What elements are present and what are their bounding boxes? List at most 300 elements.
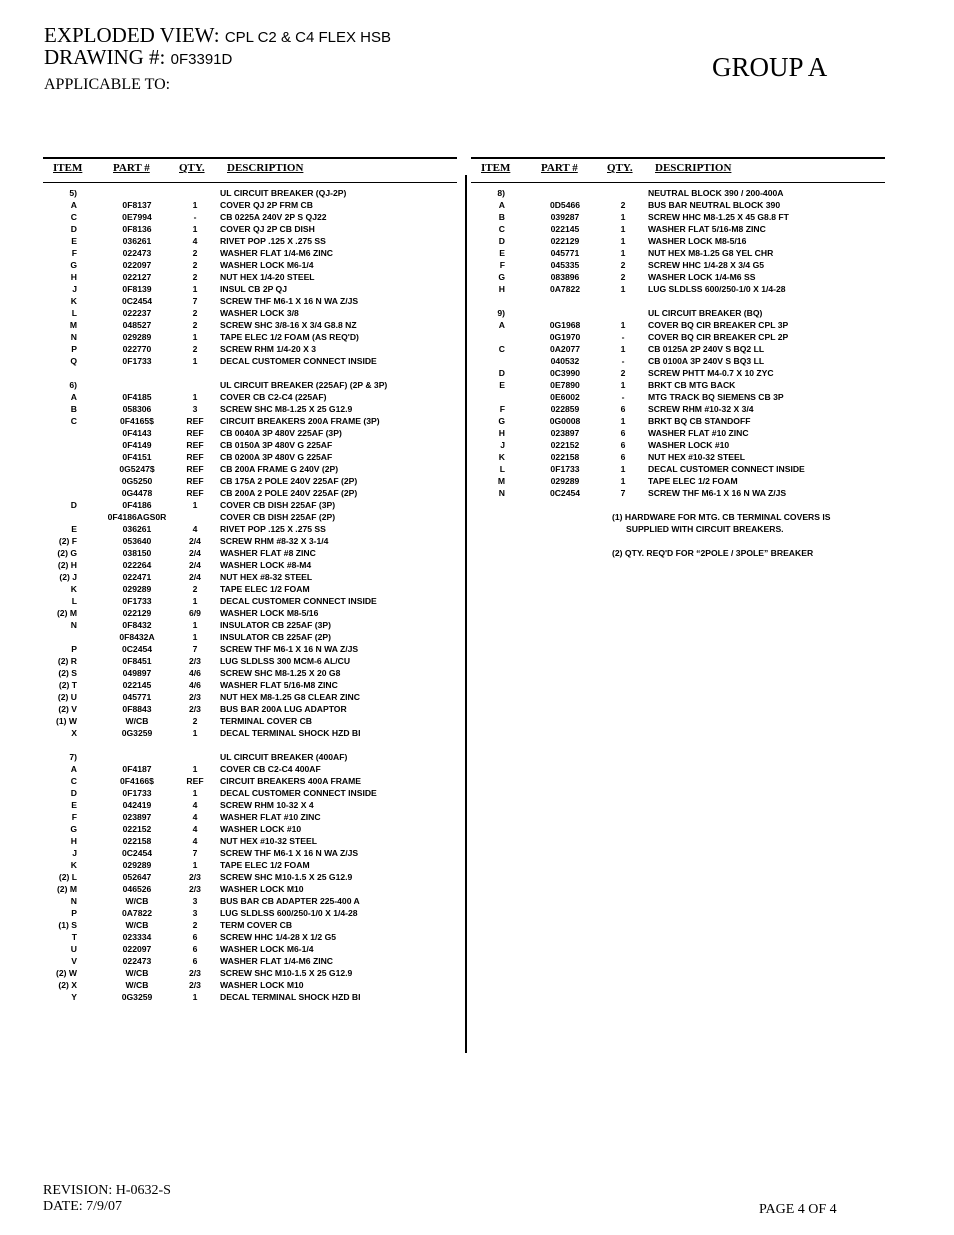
- table-row: [43, 451, 457, 463]
- table-row: [471, 487, 885, 499]
- description-cell: SCREW THF M6-1 X 16 N WA Z/JS: [220, 296, 359, 306]
- col-item: ITEM: [481, 162, 511, 174]
- table-row: [43, 655, 457, 667]
- description-cell: BRKT BQ CB STANDOFF: [648, 416, 751, 426]
- table-header-rule: [43, 182, 457, 183]
- qty-cell: 7: [192, 644, 198, 654]
- part-cell: 038150: [122, 548, 152, 558]
- right-rows: [471, 187, 885, 499]
- item-cell: (2) S: [58, 668, 77, 678]
- qty-cell: 2: [192, 308, 198, 318]
- table-row: [43, 415, 457, 427]
- item-cell: D: [498, 236, 505, 246]
- description-cell: UL CIRCUIT BREAKER (BQ): [648, 308, 763, 318]
- part-cell: 046526: [122, 884, 152, 894]
- table-row: [471, 331, 885, 343]
- description-cell: COVER CB C2-C4 (225AF): [220, 392, 327, 402]
- table-row: [43, 727, 457, 739]
- item-cell: (2) M: [56, 884, 77, 894]
- qty-cell: 2/4: [189, 572, 201, 582]
- qty-cell: 1: [192, 992, 198, 1002]
- item-cell: N: [70, 332, 77, 342]
- table-row: [43, 775, 457, 787]
- item-cell: G: [498, 272, 505, 282]
- part-cell: 0A2077: [549, 344, 581, 354]
- item-cell: B: [498, 212, 505, 222]
- table-row: [471, 247, 885, 259]
- table-row: [471, 211, 885, 223]
- table-top-rule: [471, 157, 885, 159]
- qty-cell: 7: [620, 488, 626, 498]
- part-cell: 022158: [122, 836, 152, 846]
- item-cell: G: [70, 824, 77, 834]
- description-cell: COVER QJ 2P CB DISH: [220, 224, 315, 234]
- table-row: [43, 487, 457, 499]
- qty-cell: 4: [192, 800, 198, 810]
- table-row: [43, 979, 457, 991]
- table-row: [43, 223, 457, 235]
- part-cell: 0F8432A: [119, 632, 155, 642]
- item-cell: F: [499, 404, 505, 414]
- part-cell: 022471: [122, 572, 152, 582]
- item-cell: K: [70, 860, 77, 870]
- item-cell: C: [70, 212, 77, 222]
- part-cell: 0C2454: [549, 488, 581, 498]
- description-cell: CB 200A FRAME G 240V (2P): [220, 464, 339, 474]
- qty-cell: 4: [192, 836, 198, 846]
- table-row: [43, 811, 457, 823]
- item-cell: H: [498, 284, 505, 294]
- table-row: [43, 919, 457, 931]
- part-cell: 0G1970: [549, 332, 581, 342]
- table-row: [43, 319, 457, 331]
- description-cell: INSULATOR CB 225AF (2P): [220, 632, 331, 642]
- item-cell: (2) J: [59, 572, 77, 582]
- table-row: [43, 799, 457, 811]
- item-cell: K: [70, 296, 77, 306]
- item-cell: 8): [497, 188, 505, 198]
- col-part: PART #: [541, 162, 578, 174]
- qty-cell: 2/3: [189, 704, 201, 714]
- part-cell: 0F1733: [122, 788, 152, 798]
- table-row: [43, 907, 457, 919]
- qty-cell: 2/3: [189, 980, 201, 990]
- description-cell: TERMINAL COVER CB: [220, 716, 312, 726]
- item-cell: 9): [497, 308, 505, 318]
- item-cell: L: [71, 596, 77, 606]
- table-row: [43, 871, 457, 883]
- item-cell: D: [70, 788, 77, 798]
- description-cell: SCREW SHC M10-1.5 X 25 G12.9: [220, 968, 353, 978]
- table-row: [471, 391, 885, 403]
- qty-cell: 2: [192, 344, 198, 354]
- table-row: [43, 511, 457, 523]
- qty-cell: 3: [192, 896, 198, 906]
- part-cell: 0G1968: [549, 320, 581, 330]
- applicable-to: APPLICABLE TO:: [44, 76, 171, 93]
- description-cell: CB 0150A 3P 480V G 225AF: [220, 440, 333, 450]
- part-cell: 022473: [122, 956, 152, 966]
- table-row: [43, 547, 457, 559]
- item-cell: E: [71, 800, 77, 810]
- part-cell: 0F1733: [122, 356, 152, 366]
- description-cell: WASHER LOCK #10: [648, 440, 730, 450]
- description-cell: TAPE ELEC 1/2 FOAM: [220, 584, 310, 594]
- table-row: [471, 199, 885, 211]
- table-row: [43, 667, 457, 679]
- table-row: [471, 367, 885, 379]
- parts-table-left: [43, 157, 457, 1003]
- part-cell: 045335: [550, 260, 580, 270]
- part-cell: 022145: [550, 224, 580, 234]
- item-cell: C: [70, 776, 77, 786]
- table-row: [471, 379, 885, 391]
- part-cell: 023897: [550, 428, 580, 438]
- description-cell: SCREW HHC M8-1.25 X 45 G8.8 FT: [648, 212, 789, 222]
- qty-cell: 1: [620, 416, 626, 426]
- qty-cell: 1: [192, 200, 198, 210]
- item-cell: F: [499, 260, 505, 270]
- table-row: [471, 223, 885, 235]
- item-cell: K: [498, 452, 505, 462]
- table-row: [43, 895, 457, 907]
- part-cell: 049897: [122, 668, 152, 678]
- part-cell: 0F8451: [122, 656, 152, 666]
- table-row: [471, 427, 885, 439]
- part-cell: 036261: [122, 236, 152, 246]
- item-cell: N: [70, 896, 77, 906]
- description-cell: CB 200A 2 POLE 240V 225AF (2P): [220, 488, 358, 498]
- qty-cell: 1: [192, 332, 198, 342]
- table-row: [43, 991, 457, 1003]
- table-row: [43, 499, 457, 511]
- qty-cell: REF: [186, 776, 204, 786]
- table-row: [471, 343, 885, 355]
- table-row: [43, 271, 457, 283]
- qty-cell: 1: [620, 236, 626, 246]
- item-cell: A: [498, 320, 505, 330]
- description-cell: WASHER FLAT 1/4-M6 ZINC: [220, 248, 333, 258]
- table-top-rule: [43, 157, 457, 159]
- item-cell: Y: [71, 992, 77, 1002]
- table-row: [471, 307, 885, 319]
- table-header-rule: [471, 182, 885, 183]
- table-row: [471, 451, 885, 463]
- table-row: [471, 475, 885, 487]
- item-cell: 7): [69, 752, 77, 762]
- description-cell: NUT HEX M8-1.25 G8 CLEAR ZINC: [220, 692, 360, 702]
- table-row: [43, 943, 457, 955]
- table-row: [43, 643, 457, 655]
- qty-cell: 6: [620, 404, 626, 414]
- qty-cell: REF: [186, 452, 204, 462]
- qty-cell: 1: [192, 764, 198, 774]
- description-cell: INSUL CB 2P QJ: [220, 284, 288, 294]
- description-cell: WASHER FLAT #10 ZINC: [648, 428, 749, 438]
- table-header-right: [471, 162, 885, 177]
- table-row: [43, 739, 457, 751]
- qty-cell: 4/6: [189, 668, 201, 678]
- part-cell: 022129: [550, 236, 580, 246]
- qty-cell: 4: [192, 236, 198, 246]
- description-cell: NUT HEX #10-32 STEEL: [648, 452, 745, 462]
- table-row: [471, 259, 885, 271]
- item-cell: N: [498, 488, 505, 498]
- table-row: [43, 559, 457, 571]
- qty-cell: 7: [192, 296, 198, 306]
- description-cell: RIVET POP .125 X .275 SS: [220, 524, 326, 534]
- part-cell: W/CB: [125, 716, 149, 726]
- qty-cell: 1: [192, 860, 198, 870]
- item-cell: L: [71, 308, 77, 318]
- item-cell: X: [71, 728, 77, 738]
- item-cell: A: [70, 392, 77, 402]
- description-cell: MTG TRACK BQ SIEMENS CB 3P: [648, 392, 784, 402]
- qty-cell: 2/4: [189, 536, 201, 546]
- item-cell: F: [71, 812, 77, 822]
- table-row: [471, 463, 885, 475]
- qty-cell: 2: [192, 716, 198, 726]
- part-cell: 036261: [122, 524, 152, 534]
- part-cell: 0C2454: [121, 296, 153, 306]
- part-cell: 022237: [122, 308, 152, 318]
- part-cell: 0F8137: [122, 200, 152, 210]
- description-cell: SCREW SHC M8-1.25 X 25 G12.9: [220, 404, 353, 414]
- part-cell: 042419: [122, 800, 152, 810]
- table-row: [471, 283, 885, 295]
- exploded-view-value: CPL C2 & C4 FLEX HSB: [224, 29, 391, 46]
- qty-cell: 7: [192, 848, 198, 858]
- table-row: [43, 367, 457, 379]
- qty-cell: 6: [620, 428, 626, 438]
- table-row: [471, 355, 885, 367]
- item-cell: P: [71, 908, 77, 918]
- table-row: [43, 247, 457, 259]
- part-cell: 029289: [122, 860, 152, 870]
- item-cell: (2) X: [58, 980, 77, 990]
- part-cell: 053640: [122, 536, 152, 546]
- description-cell: LUG SLDLSS 600/250-1/0 X 1/4-28: [648, 284, 786, 294]
- item-cell: C: [498, 344, 505, 354]
- qty-cell: REF: [186, 464, 204, 474]
- part-cell: 0E7994: [122, 212, 152, 222]
- qty-cell: 2/3: [189, 872, 201, 882]
- description-cell: RIVET POP .125 X .275 SS: [220, 236, 326, 246]
- table-row: [43, 787, 457, 799]
- qty-cell: 1: [192, 728, 198, 738]
- description-cell: WASHER FLAT 5/16-M8 ZINC: [648, 224, 766, 234]
- table-row: [43, 679, 457, 691]
- part-cell: 0E7890: [550, 380, 580, 390]
- qty-cell: REF: [186, 488, 204, 498]
- item-cell: F: [71, 248, 77, 258]
- qty-cell: -: [193, 212, 197, 222]
- description-cell: WASHER LOCK M8-5/16: [648, 236, 747, 246]
- group-title: GROUP A: [712, 52, 828, 82]
- table-row: [43, 439, 457, 451]
- part-cell: 0C3990: [549, 368, 581, 378]
- qty-cell: 2/3: [189, 884, 201, 894]
- item-cell: J: [72, 848, 77, 858]
- description-cell: CB 0125A 2P 240V S BQ2 LL: [648, 344, 765, 354]
- description-cell: UL CIRCUIT BREAKER (QJ-2P): [220, 188, 347, 198]
- description-cell: CB 0225A 240V 2P S QJ22: [220, 212, 327, 222]
- table-row: [43, 967, 457, 979]
- item-cell: (2) T: [58, 680, 77, 690]
- description-cell: WASHER LOCK M6-1/4: [220, 260, 314, 270]
- table-row: [43, 379, 457, 391]
- description-cell: SCREW SHC M8-1.25 X 20 G8: [220, 668, 341, 678]
- qty-cell: 2: [192, 260, 198, 270]
- item-cell: H: [498, 428, 505, 438]
- part-cell: 022127: [122, 272, 152, 282]
- part-cell: 0F4151: [122, 452, 152, 462]
- qty-cell: 2: [192, 248, 198, 258]
- qty-cell: 2: [192, 584, 198, 594]
- table-row: [43, 235, 457, 247]
- description-cell: LUG SLDLSS 300 MCM-6 AL/CU: [220, 656, 351, 666]
- item-cell: M: [69, 320, 77, 330]
- qty-cell: 1: [620, 476, 626, 486]
- description-cell: SCREW RHM #10-32 X 3/4: [648, 404, 754, 414]
- description-cell: UL CIRCUIT BREAKER (225AF) (2P & 3P): [220, 380, 388, 390]
- description-cell: WASHER LOCK M8-5/16: [220, 608, 319, 618]
- description-cell: WASHER FLAT 5/16-M8 ZINC: [220, 680, 338, 690]
- part-cell: W/CB: [125, 920, 149, 930]
- col-qty: QTY.: [179, 162, 205, 174]
- item-cell: P: [71, 644, 77, 654]
- table-row: [43, 715, 457, 727]
- table-row: [43, 295, 457, 307]
- parts-table-right: [471, 157, 885, 559]
- part-cell: 0G5250: [121, 476, 153, 486]
- description-cell: NUT HEX M8-1.25 G8 YEL CHR: [648, 248, 774, 258]
- table-row: [43, 211, 457, 223]
- table-row: [43, 847, 457, 859]
- qty-cell: REF: [186, 440, 204, 450]
- description-cell: DECAL CUSTOMER CONNECT INSIDE: [220, 356, 377, 366]
- item-cell: G: [70, 260, 77, 270]
- description-cell: WASHER LOCK #8-M4: [220, 560, 312, 570]
- part-cell: 0F4185: [122, 392, 152, 402]
- table-row: [43, 583, 457, 595]
- description-cell: WASHER LOCK M6-1/4: [220, 944, 314, 954]
- description-cell: BRKT CB MTG BACK: [648, 380, 736, 390]
- table-row: [471, 235, 885, 247]
- qty-cell: 1: [620, 248, 626, 258]
- qty-cell: 4: [192, 524, 198, 534]
- table-row: [43, 631, 457, 643]
- qty-cell: -: [621, 356, 625, 366]
- part-cell: 029289: [122, 584, 152, 594]
- description-cell: COVER BQ CIR BREAKER CPL 3P: [648, 320, 789, 330]
- description-cell: INSULATOR CB 225AF (3P): [220, 620, 331, 630]
- part-cell: 022152: [550, 440, 580, 450]
- description-cell: SCREW RHM 1/4-20 X 3: [220, 344, 316, 354]
- description-cell: CB 175A 2 POLE 240V 225AF (2P): [220, 476, 358, 486]
- qty-cell: 6: [620, 440, 626, 450]
- part-cell: 040532: [550, 356, 580, 366]
- description-cell: CIRCUIT BREAKERS 400A FRAME: [220, 776, 362, 786]
- qty-cell: 6: [192, 944, 198, 954]
- part-cell: 0F4187: [122, 764, 152, 774]
- part-cell: 022129: [122, 608, 152, 618]
- item-cell: D: [70, 224, 77, 234]
- table-row: [43, 883, 457, 895]
- description-cell: CB 0100A 3P 240V S BQ3 LL: [648, 356, 765, 366]
- part-cell: 045771: [550, 248, 580, 258]
- part-cell: 083896: [550, 272, 580, 282]
- part-cell: 0G3259: [121, 728, 153, 738]
- description-cell: WASHER LOCK 3/8: [220, 308, 299, 318]
- part-cell: 0C2454: [121, 644, 153, 654]
- qty-cell: REF: [186, 476, 204, 486]
- part-cell: 045771: [122, 692, 152, 702]
- qty-cell: 2: [620, 272, 626, 282]
- drawing-number-label: DRAWING #:: [44, 45, 166, 69]
- footnote-1: (1) HARDWARE FOR MTG. CB TERMINAL COVERS IS: [612, 512, 831, 522]
- table-row: [471, 439, 885, 451]
- item-cell: (2) G: [57, 548, 77, 558]
- part-cell: 022097: [122, 260, 152, 270]
- description-cell: BUS BAR CB ADAPTER 225-400 A: [220, 896, 360, 906]
- table-row: [43, 187, 457, 199]
- table-row: [43, 391, 457, 403]
- description-cell: COVER QJ 2P FRM CB: [220, 200, 313, 210]
- description-cell: WASHER LOCK M10: [220, 980, 304, 990]
- description-cell: SCREW THF M6-1 X 16 N WA Z/JS: [648, 488, 787, 498]
- qty-cell: 2/3: [189, 656, 201, 666]
- table-row: [43, 463, 457, 475]
- table-row: [43, 859, 457, 871]
- part-cell: 022264: [122, 560, 152, 570]
- item-cell: V: [71, 956, 77, 966]
- description-cell: TAPE ELEC 1/2 FOAM: [220, 860, 310, 870]
- description-cell: TAPE ELEC 1/2 FOAM: [648, 476, 738, 486]
- item-cell: (2) W: [55, 968, 77, 978]
- qty-cell: -: [621, 392, 625, 402]
- qty-cell: 1: [620, 212, 626, 222]
- table-row: [43, 343, 457, 355]
- qty-cell: 6: [192, 932, 198, 942]
- qty-cell: 1: [192, 224, 198, 234]
- table-row: [43, 763, 457, 775]
- item-cell: (2) F: [58, 536, 77, 546]
- qty-cell: 1: [192, 356, 198, 366]
- description-cell: NUT HEX #8-32 STEEL: [220, 572, 313, 582]
- table-row: [43, 931, 457, 943]
- description-cell: NEUTRAL BLOCK 390 / 200-400A: [648, 188, 784, 198]
- part-cell: 022770: [122, 344, 152, 354]
- table-row: [43, 835, 457, 847]
- part-cell: 022859: [550, 404, 580, 414]
- part-cell: 023897: [122, 812, 152, 822]
- footnotes: [612, 511, 885, 559]
- table-row: [43, 595, 457, 607]
- item-cell: (2) U: [57, 692, 77, 702]
- item-cell: E: [71, 236, 77, 246]
- revision: REVISION: H-0632-S: [43, 1183, 171, 1198]
- description-cell: CB 0200A 3P 480V G 225AF: [220, 452, 333, 462]
- item-cell: (1) S: [58, 920, 77, 930]
- qty-cell: 1: [620, 224, 626, 234]
- table-row: [43, 823, 457, 835]
- qty-cell: 2/4: [189, 560, 201, 570]
- item-cell: E: [499, 380, 505, 390]
- table-row: [471, 403, 885, 415]
- description-cell: COVER CB C2-C4 400AF: [220, 764, 321, 774]
- item-cell: J: [500, 440, 505, 450]
